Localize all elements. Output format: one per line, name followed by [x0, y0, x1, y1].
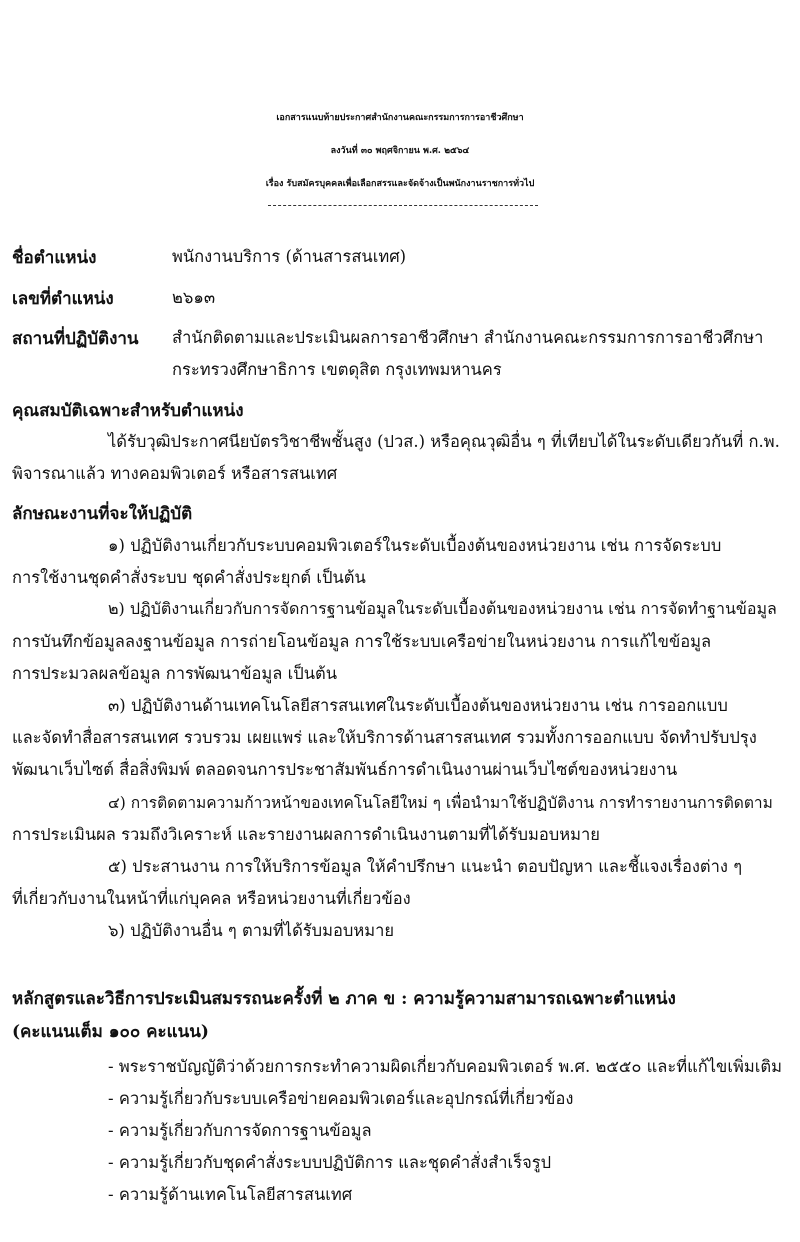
- duty-4-line-1: ๔) การติดตามความก้าวหน้าของเทคโนโลยีใหม่ ๆ เพื่อนำมาใช้ปฏิบัติงาน การทำรายงานการติดตาม: [108, 794, 773, 812]
- assessment-item-2: - ความรู้เกี่ยวกับระบบเครือข่ายคอมพิวเตอร์และอุปกรณ์ที่เกี่ยวข้อง: [108, 1089, 574, 1108]
- duty-2-line-1: ๒) ปฏิบัติงานเกี่ยวกับการจัดการฐานข้อมูลในระดับเบื้องต้นของหน่วยงาน เช่น การจัดทำฐานข้อมูล: [108, 599, 777, 618]
- workplace-label: สถานที่ปฏิบัติงาน: [12, 329, 139, 349]
- duty-2-line-2: การบันทึกข้อมูลลงฐานข้อมูล การถ่ายโอนข้อมูล การใช้ระบบเครือข่ายในหน่วยงาน การแก้ไขข้อมูล: [12, 632, 712, 651]
- header-date: ลงวันที่ ๓๐ พฤศจิกายน พ.ศ. ๒๕๖๔: [330, 146, 470, 156]
- position-name-label: ชื่อตำแหน่ง: [12, 248, 97, 268]
- duty-6-line-1: ๖) ปฏิบัติงานอื่น ๆ ตามที่ได้รับมอบหมาย: [108, 921, 395, 940]
- qualification-line-1: ได้รับวุฒิประกาศนียบัตรวิชาชีพชั้นสูง (ปวส.) หรือคุณวุฒิอื่น ๆ ที่เทียบได้ในระดับเดียวกันที่ ก.พ.: [108, 432, 780, 451]
- header-subject: เรื่อง รับสมัครบุคคลเพื่อเลือกสรรและจัดจ้างเป็นพนักงานราชการทั่วไป: [265, 179, 535, 189]
- assessment-item-4: - ความรู้เกี่ยวกับชุดคำสั่งระบบปฏิบัติการ และชุดคำสั่งสำเร็จรูป: [108, 1153, 552, 1172]
- assessment-item-3: - ความรู้เกี่ยวกับการจัดการฐานข้อมูล: [108, 1121, 372, 1140]
- qualification-heading: คุณสมบัติเฉพาะสำหรับตำแหน่ง: [12, 401, 244, 421]
- duty-3-line-3: พัฒนาเว็บไซต์ สื่อสิ่งพิมพ์ ตลอดจนการประชาสัมพันธ์การดำเนินงานผ่านเว็บไซต์ของหน่วยงาน: [12, 760, 678, 779]
- workplace-line-1: สำนักติดตามและประเมินผลการอาชีวศึกษา สำนักงานคณะกรรมการการอาชีวศึกษา: [172, 328, 764, 347]
- duty-2-line-3: การประมวลผลข้อมูล การพัฒนาข้อมูล เป็นต้น: [12, 664, 338, 683]
- assessment-item-1: - พระราชบัญญัติว่าด้วยการกระทำความผิดเกี่ยวกับคอมพิวเตอร์ พ.ศ. ๒๕๕๐ และที่แก้ไขเพิ่มเติม: [108, 1057, 782, 1076]
- duty-1-line-1: ๑) ปฏิบัติงานเกี่ยวกับระบบคอมพิวเตอร์ในระดับเบื้องต้นของหน่วยงาน เช่น การจัดระบบ: [108, 536, 722, 555]
- duty-1-line-2: การใช้งานชุดคำสั่งระบบ ชุดคำสั่งประยุกต์ เป็นต้น: [12, 568, 366, 587]
- position-number-value: ๒๖๑๓: [172, 288, 216, 307]
- position-number-label: เลขที่ตำแหน่ง: [12, 289, 114, 309]
- assessment-score: (คะแนนเต็ม ๑๐๐ คะแนน): [12, 1022, 209, 1042]
- duty-5-line-2: ที่เกี่ยวกับงานในหน้าที่แก่บุคคล หรือหน่วยงานที่เกี่ยวข้อง: [12, 889, 411, 908]
- header-divider: [268, 205, 538, 206]
- duty-3-line-2: และจัดทำสื่อสารสนเทศ รวบรวม เผยแพร่ และให้บริการด้านสารสนเทศ รวมทั้งการออกแบบ จัดทำปรับปรุง: [12, 728, 757, 747]
- duty-3-line-1: ๓) ปฏิบัติงานด้านเทคโนโลยีสารสนเทศในระดับเบื้องต้นของหน่วยงาน เช่น การออกแบบ: [108, 696, 728, 715]
- qualification-line-2: พิจารณาแล้ว ทางคอมพิวเตอร์ หรือสารสนเทศ: [12, 464, 338, 483]
- assessment-heading: หลักสูตรและวิธีการประเมินสมรรถนะครั้งที่ ๒ ภาค ข : ความรู้ความสามารถเฉพาะตำแหน่ง: [12, 989, 676, 1009]
- assessment-item-5: - ความรู้ด้านเทคโนโลยีสารสนเทศ: [108, 1185, 353, 1204]
- duty-4-line-2: การประเมินผล รวมถึงวิเคราะห์ และรายงานผลการดำเนินงานตามที่ได้รับมอบหมาย: [12, 825, 600, 844]
- duties-heading: ลักษณะงานที่จะให้ปฏิบัติ: [12, 504, 193, 524]
- duty-5-line-1: ๕) ประสานงาน การให้บริการข้อมูล ให้คำปรึกษา แนะนำ ตอบปัญหา และชี้แจงเรื่องต่าง ๆ: [108, 857, 743, 876]
- workplace-line-2: กระทรวงศึกษาธิการ เขตดุสิต กรุงเทพมหานคร: [172, 360, 502, 379]
- header-title: เอกสารแนบท้ายประกาศสำนักงานคณะกรรมการการอาชีวศึกษา: [276, 113, 524, 123]
- position-name-value: พนักงานบริการ (ด้านสารสนเทศ): [172, 247, 407, 266]
